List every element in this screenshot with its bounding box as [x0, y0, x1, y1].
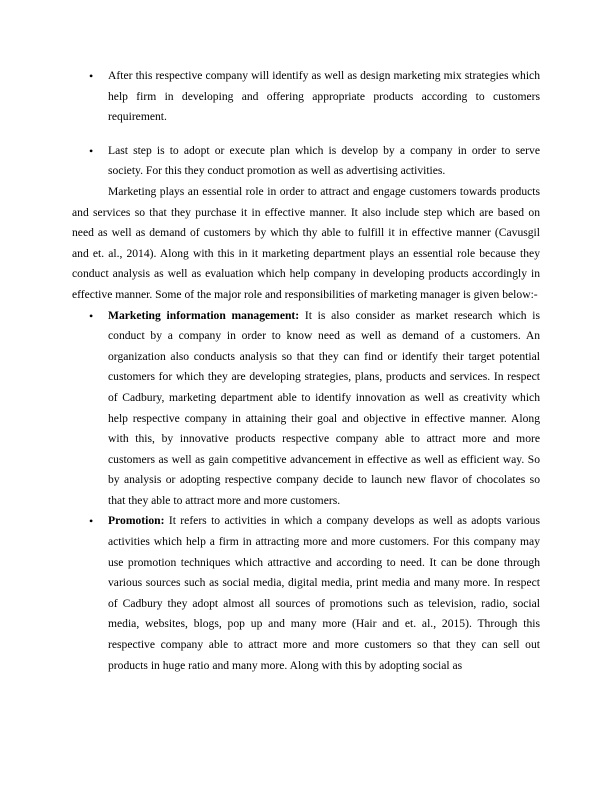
role-heading: Marketing information management:	[108, 308, 300, 322]
roles-bullet-list	[72, 306, 540, 677]
steps-bullet-list	[72, 66, 540, 182]
list-item	[72, 306, 540, 512]
body-paragraph: Marketing plays an essential role in order to attract and engage customers towards products and services so that they purchase it in effective manner. It also include step which are based on need as well as demand of customers by which thy able to fulfill it in effective manner (Cavusgil and et. al., 2014). Along with this in it marketing department plays an essential role because they conduct analysis as well as evaluation which help company in developing products accordingly in effective manner. Some of the major role and responsibilities of marketing manager is given below:-	[72, 184, 540, 301]
page-content	[72, 66, 540, 676]
list-item: • After this respective company will identify as well as design marketing mix strategies which help firm in developing and offering appropriate products according to customers requirement.	[72, 66, 540, 128]
list-item: • Last step is to adopt or execute plan which is develop by a company in order to serve society. For this they conduct promotion as well as advertising activities.	[72, 141, 540, 182]
role-text: It refers to activities in which a company develops as well as adopts various activities which help a firm in attracting more and more customers. For this company may use promotion techniques which attractive and according to need. It can be done through various sources such as social media, digital media, print media and many more. In respect of Cadbury they adopt almost all sources of promotions such as television, radio, social media, websites, blogs, pop up and many more (Hair and et. al., 2015). Through this respective company able to attract more and more customers so that they can sell out products in huge ratio and many more. Along with this by adopting social as	[108, 514, 540, 672]
list-item	[72, 511, 540, 676]
role-text: It is also consider as market research which is conduct by a company in order to know need as well as demand of a customers. An organization also conducts analysis so that they can find or identify their target potential customers for which they are developing strategies, plans, products and services. In respect of Cadbury, marketing department able to identify innovation as well as creativity which help respective company in attaining their goal and objective in effective manner. Along with this, by innovative products respective company able to attract more and more customers as well as gain competitive advancement in effective as well as efficient way. So by analysis or adopting respective company decide to launch new flavor of chocolates so that they able to attract more and more customers.	[108, 308, 540, 507]
role-heading: Promotion:	[108, 514, 165, 528]
